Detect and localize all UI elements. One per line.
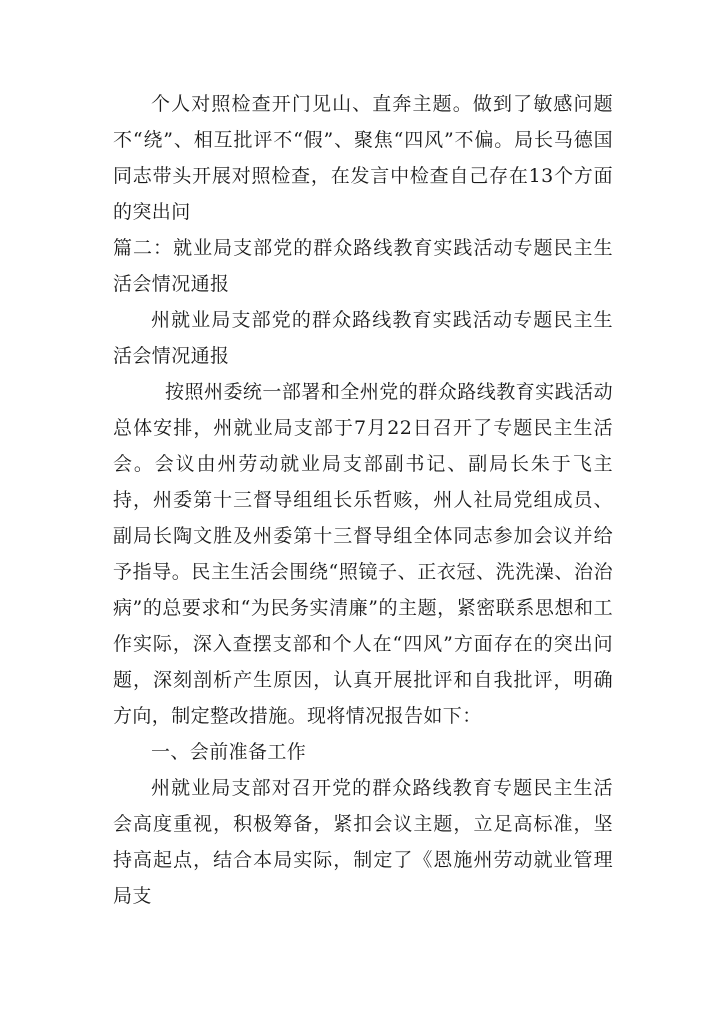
- section-heading-part-two: 篇二：就业局支部党的群众路线教育实践活动专题民主生活会情况通报: [113, 237, 613, 295]
- paragraph-preparation: 州就业局支部对召开党的群众路线教育专题民主生活会高度重视，积极筹备，紧扣会议主题，立足高标准，坚持高起点，结合本局实际，制定了《恩施州劳动就业管理局支: [113, 777, 613, 907]
- paragraph-opening: 个人对照检查开门见山、直奔主题。做到了敏感问题不“绕”、相互批评不“假”、聚焦“四风”不偏。局长马德国同志带头开展对照检查，在发言中检查自己存在13个方面的突出问: [113, 93, 613, 223]
- document-body: [113, 86, 613, 914]
- paragraph-meeting-summary: 按照州委统一部署和全州党的群众路线教育实践活动总体安排，州就业局支部于7月22日召开了专题民主生活会。会议由州劳动就业局支部副书记、副局长朱于飞主持，州委第十三督导组组长乐哲赅，州人社局党组成员、副局长陶文胜及州委第十三督导组全体同志参加会议并给予指导。民主生活会围绕“照镜子、正衣冠、洗洗澡、治治病”的总要求和“为民务实清廉”的主题，紧密联系思想和工作实际，深入查摆支部和个人在“四风”方面存在的突出问题，深刻剖析产生原因，认真开展批评和自我批评，明确方向，制定整改措施。现将情况报告如下：: [113, 381, 613, 727]
- report-title: 州就业局支部党的群众路线教育实践活动专题民主生活会情况通报: [113, 309, 613, 367]
- subheading-preparation: 一、会前准备工作: [151, 741, 307, 763]
